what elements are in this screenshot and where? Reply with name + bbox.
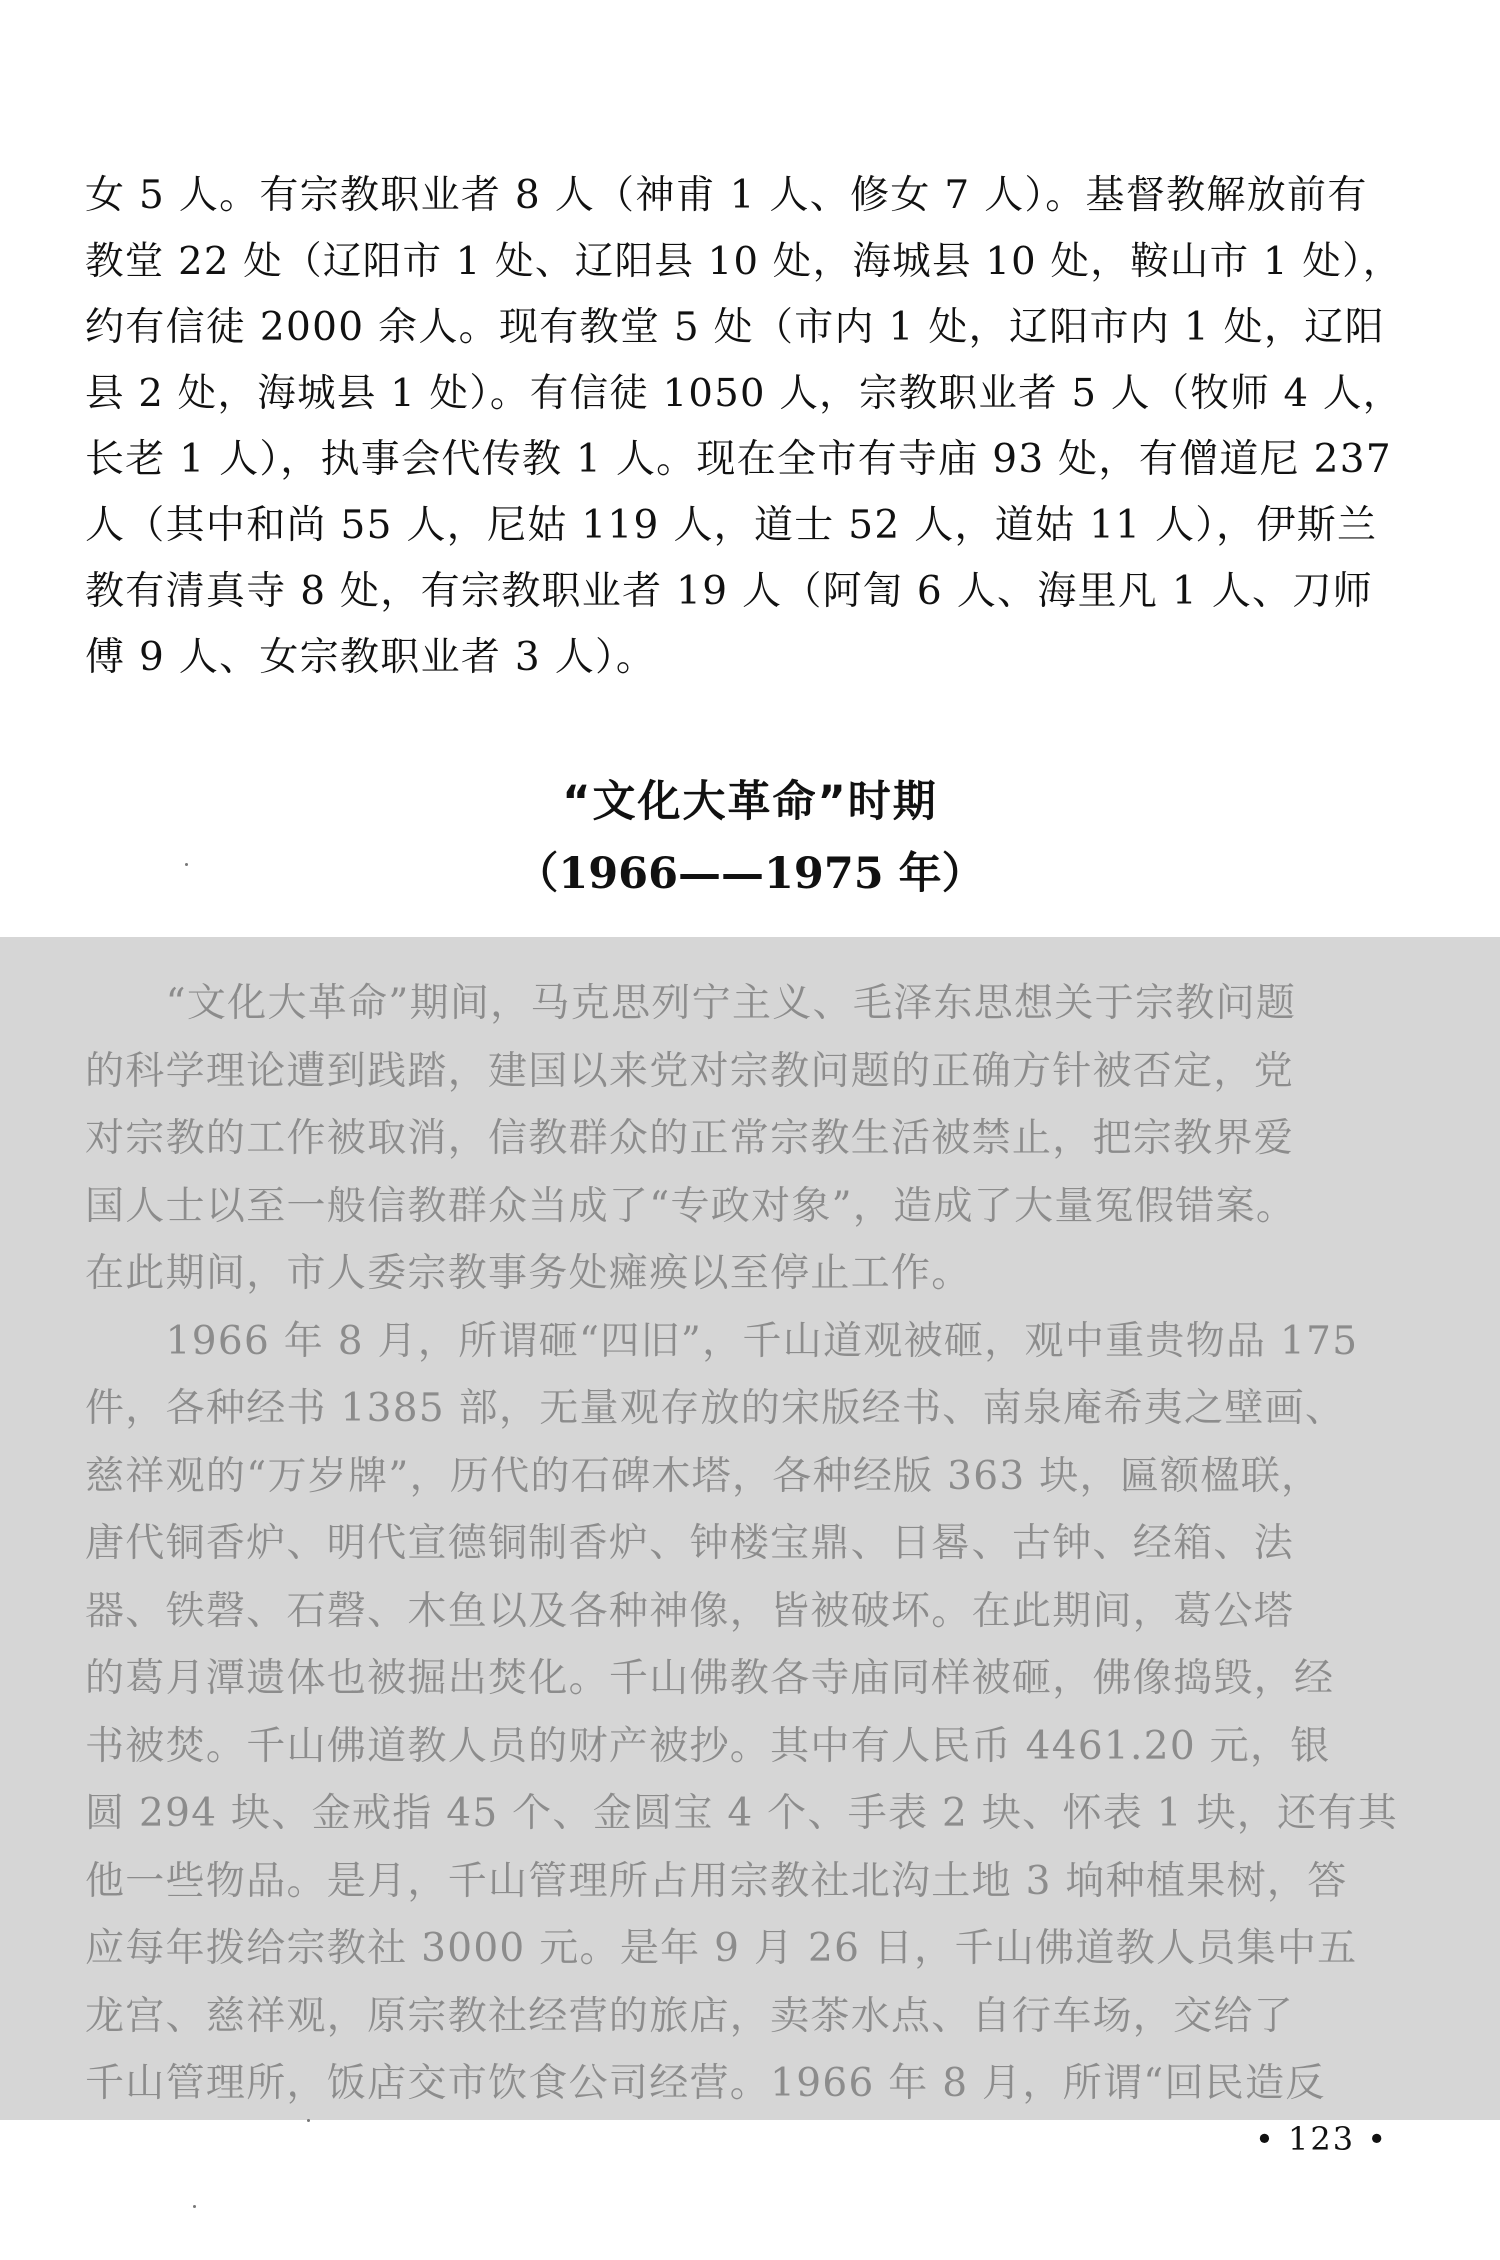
text-line: 傅 9 人、女宗教职业者 3 人）。 bbox=[85, 635, 657, 680]
text-line: 的科学理论遭到践踏，建国以来党对宗教问题的正确方针被否定，党 bbox=[85, 1048, 1295, 1094]
section-period: （1966——1975 年） bbox=[515, 849, 985, 899]
text-line: 人（其中和尚 55 人，尼姑 119 人，道士 52 人，道姑 11 人），伊斯兰 bbox=[85, 503, 1378, 548]
text-line: 书被焚。千山佛道教人员的财产被抄。其中有人民币 4461.20 元，银 bbox=[85, 1723, 1331, 1769]
text-line: 长老 1 人），执事会代传教 1 人。现在全市有寺庙 93 处，有僧道尼 237 bbox=[85, 437, 1392, 482]
scan-speck bbox=[193, 2205, 196, 2208]
text-line: 件，各种经书 1385 部，无量观存放的宋版经书、南泉庵希夷之壁画、 bbox=[85, 1386, 1346, 1431]
text-line: 对宗教的工作被取消，信教群众的正常宗教生活被禁止，把宗教界爱 bbox=[85, 1116, 1295, 1161]
text-line: 国人士以至一般信教群众当成了“专政对象”，造成了大量冤假错案。 bbox=[85, 1183, 1297, 1229]
text-line: 的葛月潭遗体也被掘出焚化。千山佛教各寺庙同样被砸，佛像捣毁，经 bbox=[85, 1656, 1335, 1701]
text-line: 器、铁磬、石磬、木鱼以及各种神像，皆被破坏。在此期间，葛公塔 bbox=[85, 1588, 1295, 1634]
text-line: 唐代铜香炉、明代宣德铜制香炉、钟楼宝鼎、日晷、古钟、经箱、法 bbox=[85, 1521, 1295, 1566]
text-line: 女 5 人。有宗教职业者 8 人（神甫 1 人、修女 7 人）。基督教解放前有 bbox=[85, 173, 1368, 218]
top-paragraph bbox=[85, 163, 1415, 691]
text-line: 慈祥观的“万岁牌”，历代的石碑木塔，各种经版 363 块，匾额楹联， bbox=[85, 1453, 1322, 1499]
text-line: 应每年拨给宗教社 3000 元。是年 9 月 26 日，千山佛道教人员集中五 bbox=[85, 1926, 1358, 1971]
text-line: 在此期间，市人委宗教事务处瘫痪以至停止工作。 bbox=[85, 1251, 972, 1296]
text-line: 他一些物品。是月，千山管理所占用宗教社北沟土地 3 垧种植果树，答 bbox=[85, 1858, 1348, 1904]
section-title: “文化大革命”时期 bbox=[562, 777, 938, 827]
text-line: 教有清真寺 8 处，有宗教职业者 19 人（阿訇 6 人、海里凡 1 人、刀师 bbox=[85, 569, 1373, 614]
text-line: 千山管理所，饭店交市饮食公司经营。1966 年 8 月，所谓“回民造反 bbox=[85, 2061, 1326, 2106]
text-line: 1966 年 8 月，所谓砸“四旧”，千山道观被砸，观中重贵物品 175 bbox=[85, 1318, 1359, 1364]
text-line: 教堂 22 处（辽阳市 1 处、辽阳县 10 处，海城县 10 处，鞍山市 1 处）， bbox=[85, 239, 1403, 284]
page-number: • 123 • bbox=[1255, 2120, 1389, 2158]
gray-paragraphs bbox=[85, 970, 1415, 2118]
text-line: 圆 294 块、金戒指 45 个、金圆宝 4 个、手表 2 块、怀表 1 块，还有其 bbox=[85, 1791, 1399, 1836]
scan-speck bbox=[307, 2119, 310, 2122]
text-line: 县 2 处，海城县 1 处）。有信徒 1050 人，宗教职业者 5 人（牧师 4 人， bbox=[85, 371, 1403, 416]
scan-speck bbox=[185, 863, 188, 866]
text-line: 约有信徒 2000 余人。现有教堂 5 处（市内 1 处，辽阳市内 1 处，辽阳 bbox=[85, 305, 1385, 350]
text-line: 龙宫、慈祥观，原宗教社经营的旅店，卖茶水点、自行车场，交给了 bbox=[85, 1993, 1295, 2039]
text-line: “文化大革命”期间，马克思列宁主义、毛泽东思想关于宗教问题 bbox=[85, 981, 1297, 1026]
